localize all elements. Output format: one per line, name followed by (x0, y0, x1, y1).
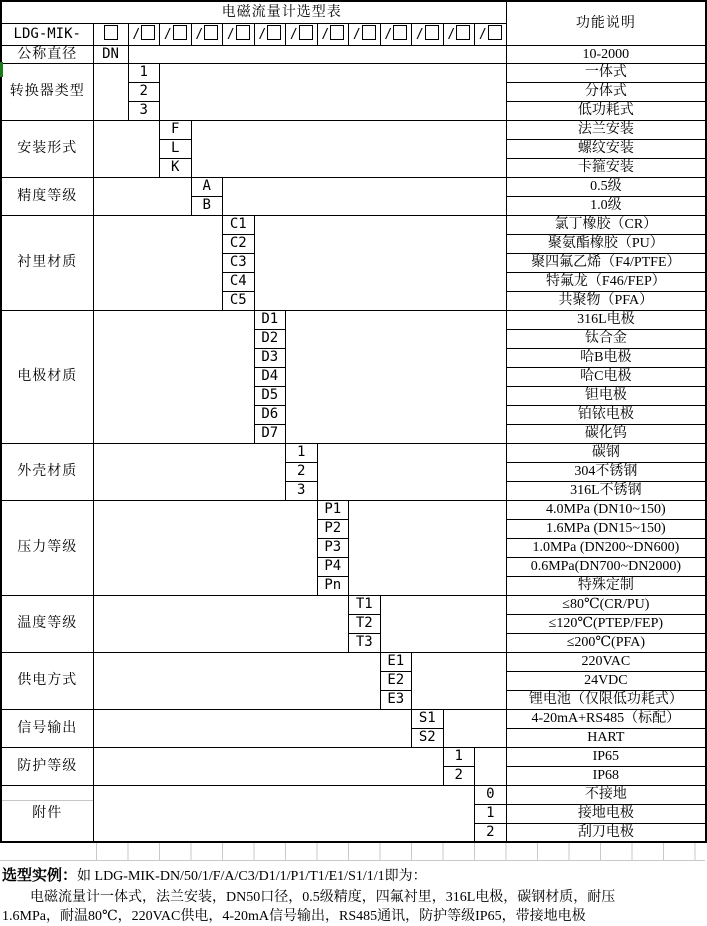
option-box (204, 25, 218, 40)
option-description-cell: 4-20mA+RS485（标配） (506, 709, 706, 728)
option-code-cell: 3 (286, 481, 318, 500)
option-code-cell: D4 (254, 367, 286, 386)
option-box-cell (412, 23, 444, 45)
option-code-cell: E2 (380, 671, 412, 690)
sheet-title: 电磁流量计选型表 (1, 1, 506, 23)
option-description-cell: 铂铱电极 (506, 405, 706, 424)
option-code-cell: 2 (475, 823, 507, 842)
option-code-cell: 1 (128, 63, 160, 82)
option-code-cell: C4 (223, 272, 255, 291)
section-label: 供电方式 (1, 652, 93, 709)
section-label: 转换器类型 (1, 63, 93, 120)
option-box (236, 25, 250, 40)
option-description-cell: 氯丁橡胶（CR） (506, 215, 706, 234)
model-prefix: LDG-MIK- (1, 23, 93, 45)
blank-cell (380, 595, 506, 652)
option-box (393, 25, 407, 40)
option-description-cell: IP68 (506, 766, 706, 785)
option-box (299, 25, 313, 40)
option-box-cell (349, 23, 381, 45)
option-code-cell: P3 (317, 538, 349, 557)
option-code-cell: S2 (412, 728, 444, 747)
diameter-description: 10-2000 (506, 45, 706, 63)
option-code-cell: E1 (380, 652, 412, 671)
option-description-cell: 24VDC (506, 671, 706, 690)
option-code-cell: 1 (475, 804, 507, 823)
blank-cell (349, 500, 507, 595)
slash: / (478, 27, 487, 42)
option-description-cell: 不接地 (506, 785, 706, 804)
option-description-cell: 钽电极 (506, 386, 706, 405)
option-code-cell: S1 (412, 709, 444, 728)
diameter-label: 公称直径 (1, 45, 93, 63)
option-code-cell: B (191, 196, 223, 215)
option-description-cell: 分体式 (506, 82, 706, 101)
option-description-cell: 碳钢 (506, 443, 706, 462)
left-edge-green-artifact (0, 62, 3, 77)
option-description-cell: 碳化钨 (506, 424, 706, 443)
option-code-cell: L (160, 139, 192, 158)
option-code-cell: C3 (223, 253, 255, 272)
option-box-cell (317, 23, 349, 45)
option-code-cell: C5 (223, 291, 255, 310)
option-box (141, 25, 155, 40)
option-description-cell: 卡箍安装 (506, 158, 706, 177)
option-code-cell: T2 (349, 614, 381, 633)
blank-cell (93, 310, 254, 443)
blank-cell (93, 177, 191, 215)
section-label: 衬里材质 (1, 215, 93, 310)
section-label: 防护等级 (1, 747, 93, 785)
slash: / (384, 27, 393, 42)
option-description-cell: 低功耗式 (506, 101, 706, 120)
option-code-cell: 2 (443, 766, 475, 785)
option-code-cell: A (191, 177, 223, 196)
option-code-cell: 1 (443, 747, 475, 766)
option-box (173, 25, 187, 40)
option-box-cell (443, 23, 475, 45)
blank-cell (93, 443, 286, 500)
option-description-cell: 聚四氟乙烯（F4/PTFE） (506, 253, 706, 272)
slash: / (195, 27, 204, 42)
option-description-cell: 刮刀电极 (506, 823, 706, 842)
option-code-cell: D7 (254, 424, 286, 443)
gridline-artifact (2, 800, 93, 801)
option-box (330, 25, 344, 40)
option-description-cell: 钛合金 (506, 329, 706, 348)
option-description-cell: 哈B电极 (506, 348, 706, 367)
option-description-cell: 0.5级 (506, 177, 706, 196)
option-description-cell: ≤120℃(PTEP/FEP) (506, 614, 706, 633)
option-code-cell: 3 (128, 101, 160, 120)
option-description-cell: 锂电池（仅限低功耗式） (506, 690, 706, 709)
example-description-line: 1.6MPa，耐温80℃，220VAC供电，4-20mA信号输出，RS485通讯，防护等级IP65，带接地电极 (2, 909, 586, 924)
blank-cell (128, 45, 506, 63)
slash: / (352, 27, 361, 42)
option-box-cell (254, 23, 286, 45)
option-description-cell: 1.0MPa (DN200~DN600) (506, 538, 706, 557)
slash: / (132, 27, 141, 42)
option-code-cell: D6 (254, 405, 286, 424)
option-code-cell: 2 (128, 82, 160, 101)
example-code: 如 LDG-MIK-DN/50/1/F/A/C3/D1/1/P1/T1/E1/S1/1/1即为： (77, 869, 427, 884)
option-code-cell: E3 (380, 690, 412, 709)
example-block (0, 861, 705, 926)
blank-cell (160, 63, 507, 120)
slash: / (226, 27, 235, 42)
option-description-cell: 聚氨酯橡胶（PU） (506, 234, 706, 253)
section-label: 附件 (1, 785, 93, 842)
section-label: 信号输出 (1, 709, 93, 747)
blank-cell (475, 747, 507, 785)
blank-cell (93, 500, 317, 595)
option-code-cell: D1 (254, 310, 286, 329)
code-box-cell (93, 23, 128, 45)
option-description-cell: 1.6MPa (DN15~150) (506, 519, 706, 538)
slash: / (447, 27, 456, 42)
blank-cell (317, 443, 506, 500)
option-code-cell: D5 (254, 386, 286, 405)
option-code-cell: P4 (317, 557, 349, 576)
section-label: 压力等级 (1, 500, 93, 595)
option-description-cell: ≤80℃(CR/PU) (506, 595, 706, 614)
option-description-cell: 特殊定制 (506, 576, 706, 595)
option-code-cell: C1 (223, 215, 255, 234)
function-column-header: 功能说明 (506, 1, 706, 45)
diameter-code: DN (93, 45, 128, 63)
option-description-cell: 1.0级 (506, 196, 706, 215)
option-box (456, 25, 470, 40)
section-label: 电极材质 (1, 310, 93, 443)
option-box-cell (223, 23, 255, 45)
option-box-cell (160, 23, 192, 45)
option-box (425, 25, 439, 40)
slash: / (415, 27, 424, 42)
option-description-cell: 接地电极 (506, 804, 706, 823)
option-code-cell: T3 (349, 633, 381, 652)
blank-cell (93, 595, 349, 652)
slash: / (163, 27, 172, 42)
blank-cell (93, 652, 380, 709)
option-code-cell: 0 (475, 785, 507, 804)
option-box (488, 25, 502, 40)
option-description-cell: IP65 (506, 747, 706, 766)
option-box-cell (380, 23, 412, 45)
option-description-cell: 螺纹安装 (506, 139, 706, 158)
option-box-cell (475, 23, 507, 45)
option-description-cell: 特氟龙（F46/FEP） (506, 272, 706, 291)
blank-cell (93, 785, 475, 842)
option-code-cell: F (160, 120, 192, 139)
option-code-cell: D3 (254, 348, 286, 367)
option-code-cell: Pn (317, 576, 349, 595)
option-box (267, 25, 281, 40)
option-code-cell: D2 (254, 329, 286, 348)
option-code-cell: C2 (223, 234, 255, 253)
option-description-cell: 一体式 (506, 63, 706, 82)
option-description-cell: HART (506, 728, 706, 747)
slash: / (321, 27, 330, 42)
blank-cell (254, 215, 506, 310)
blank-cell (286, 310, 507, 443)
blank-cell (191, 120, 506, 177)
slash: / (258, 27, 267, 42)
option-code-cell: P1 (317, 500, 349, 519)
spreadsheet-gridline-strip (0, 843, 705, 861)
example-heading-line (2, 865, 703, 888)
option-description-cell: 220VAC (506, 652, 706, 671)
code-box (104, 25, 118, 40)
option-description-cell: 哈C电极 (506, 367, 706, 386)
option-description-cell: 法兰安装 (506, 120, 706, 139)
blank-cell (93, 747, 443, 785)
section-label: 精度等级 (1, 177, 93, 215)
blank-cell (223, 177, 507, 215)
section-label: 温度等级 (1, 595, 93, 652)
section-label: 安装形式 (1, 120, 93, 177)
example-label: 选型实例： (2, 868, 78, 884)
blank-cell (443, 709, 506, 747)
blank-cell (412, 652, 507, 709)
blank-cell (93, 709, 412, 747)
option-description-cell: 0.6MPa(DN700~DN2000) (506, 557, 706, 576)
option-description-cell: 304不锈钢 (506, 462, 706, 481)
option-code-cell: K (160, 158, 192, 177)
option-code-cell: 2 (286, 462, 318, 481)
option-box-cell (286, 23, 318, 45)
option-code-cell: 1 (286, 443, 318, 462)
option-description-cell: 共聚物（PFA） (506, 291, 706, 310)
option-code-cell: T1 (349, 595, 381, 614)
example-description-line: 电磁流量计一体式，法兰安装，DN50口径，0.5级精度，四氟衬里，316L电极，碳钢材质，耐压 (30, 890, 616, 905)
option-description-cell: 316L不锈钢 (506, 481, 706, 500)
option-description-cell: 316L电极 (506, 310, 706, 329)
option-description-cell: ≤200℃(PFA) (506, 633, 706, 652)
option-box-cell (191, 23, 223, 45)
slash: / (289, 27, 298, 42)
option-code-cell: P2 (317, 519, 349, 538)
blank-cell (93, 215, 223, 310)
blank-cell (93, 63, 128, 120)
blank-cell (93, 120, 160, 177)
option-description-cell: 4.0MPa (DN10~150) (506, 500, 706, 519)
option-box-cell (128, 23, 160, 45)
section-label: 外壳材质 (1, 443, 93, 500)
option-box (362, 25, 376, 40)
